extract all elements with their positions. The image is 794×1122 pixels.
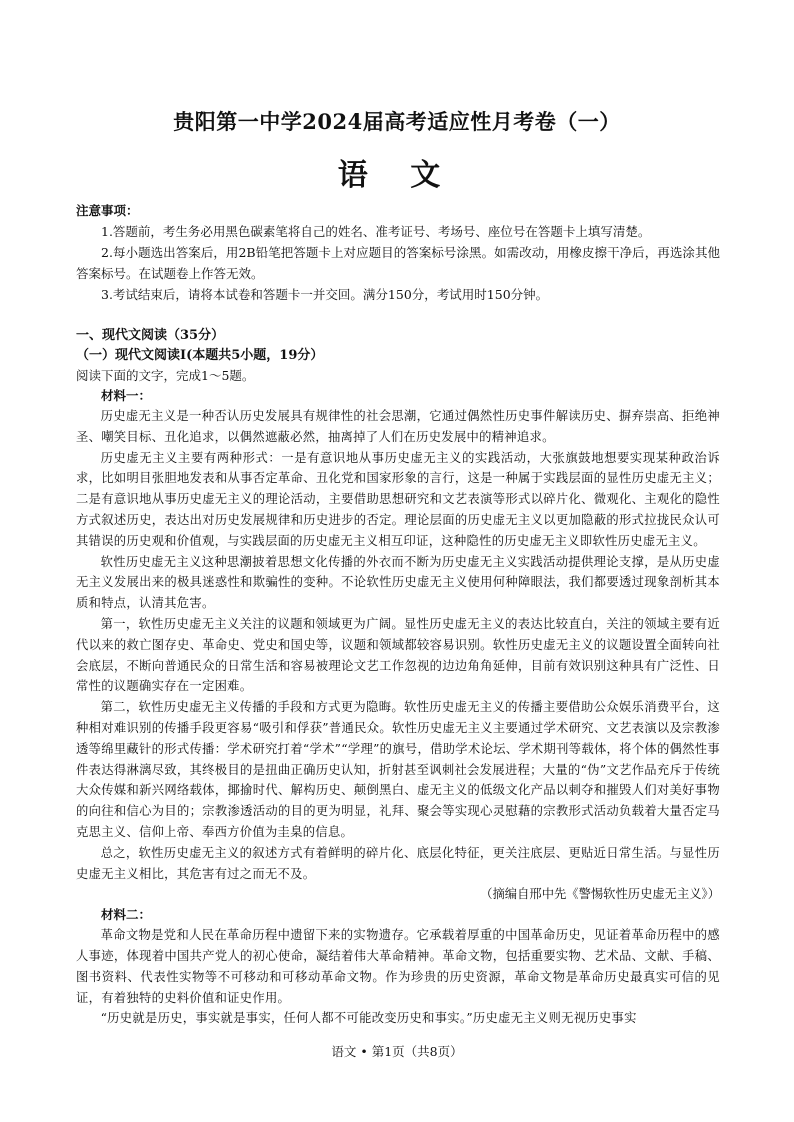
reading-instruction: 阅读下面的文字，完成1～5题。 [76, 368, 255, 383]
paragraph: 总之，软性历史虚无主义的叙述方式有着鲜明的碎片化、底层化特征，更关注底层、更贴近日常生活。与显性历史虚无主义相比，其危害有过之而无不及。 [76, 845, 720, 881]
paragraph: 第一，软性历史虚无主义关注的议题和领域更为广阔。显性历史虚无主义的表达比较直白，关注的领域主要有近代以来的救亡图存史、革命史、党史和国史等，议题和领域都较容易识别。软性历史虚无主义的议题设置全面转向社会底层，不断向普通民众的日常生活和容易被理论文艺工作忽视的边边角角延伸，目前有效识别这种具有广泛性、日常性的议题确实存在一定困难。 [76, 616, 720, 694]
paragraph: 革命文物是党和人民在革命历程中遗留下来的实物遗存。它承载着厚重的中国革命历史，见证着革命历程中的感人事迹，体现着中国共产党人的初心使命，凝结着伟大革命精神。革命文物，包括重要实物、艺术品、文献、手稿、图书资料、代表性实物等不可移动和可移动革命文物。作为珍贵的历史资源，革命文物是革命历史最真实可信的见证，有着独特的史料价值和证史作用。 [76, 928, 720, 1005]
paragraph: 软性历史虚无主义这种思潮披着思想文化传播的外衣而不断为历史虚无主义实践活动提供理论支撑，是从历史虚无主义发展出来的极具迷惑性和欺骗性的变种。不论软性历史虚无主义使用何种障眼法，我们都要透过现象剖析其本质和特点，认清其危害。 [76, 554, 720, 611]
material-one-source: （摘编自邢中先《警惕软性历史虚无主义》） [480, 887, 720, 902]
notice-item: 3.考试结束后，请将本试卷和答题卡一并交回。满分150分，考试用时150分钟。 [101, 287, 549, 302]
sub-section-heading: （一）现代文阅读Ⅰ(本题共5小题，19分） [76, 348, 324, 363]
section-heading: 一、现代文阅读（35分） [76, 328, 225, 343]
paragraph: 第二，软性历史虚无主义传播的手段和方式更为隐晦。软性历史虚无主义的传播主要借助公众娱乐消费平台，这种相对难识别的传播手段更容易“吸引和俘获”普通民众。软性历史虚无主义主要通过学术研究、文艺表演以及宗教渗透等绵里藏针的形式传播：学术研究打着“学术”“学理”的旗号，借助学术论坛、学术期刊等载体，将个体的偶然性事件表达得淋漓尽致，其终极目的是扭曲正确历史认知，折射甚至讽刺社会发展进程；大量的“伪”文艺作品充斥于传统大众传媒和新兴网络载体，揶揄时代、解构历史、颠倒黑白、虚无主义的低级文化产品以刺夺和摧毁人们对美好事物的向往和信心为目的；宗教渗透活动的目的更为明显，礼拜、聚会等实现心灵慰藉的宗教形式活动负载着大量否定马克思主义、信仰上帝、奉西方价值为圭臬的信息。 [76, 700, 720, 839]
material-one-text [76, 406, 720, 884]
material-one-label: 材料一： [101, 388, 152, 403]
paragraph: 历史虚无主义是一种否认历史发展具有规律性的社会思潮，它通过偶然性历史事件解读历史、摒弃崇高、拒绝神圣、嘲笑目标、丑化追求，以偶然遮蔽必然，抽离掉了人们在历史发展中的精神追求。 [76, 409, 720, 444]
notice-section [76, 200, 720, 305]
notice-item: 1.答题前，考生务必用黑色碳素笔将自己的姓名、准考证号、考场号、座位号在答题卡上填写清楚。 [101, 224, 651, 239]
page-body [76, 200, 720, 1029]
paragraph: 历史虚无主义主要有两种形式：一是有意识地从事历史虚无主义的实践活动，大张旗鼓地想要实现某种政治诉求，比如明目张胆地发表和从事否定革命、丑化党和国家形象的言行，这是一种属于实践层面的显性历史虚无主义；二是有意识地从事历史虚无主义的理论活动，主要借助思想研究和文艺表演等形式以碎片化、微观化、主观化的隐性方式叙述历史，表达出对历史发展规律和历史进步的否定。理论层面的历史虚无主义以更加隐蔽的形式拉拢民众认可其错误的历史观和价值观，与实践层面的历史虚无主义相互印证，这种隐性的历史虚无主义即软性历史虚无主义。 [76, 450, 720, 548]
subject-title: 语 文 [337, 158, 457, 193]
notice-item: 2.每小题选出答案后，用2B铅笔把答题卡上对应题目的答案标号涂黑。如需改动，用橡皮擦干净后，再选涂其他答案标号。在试题卷上作答无效。 [76, 245, 720, 281]
page-footer: 语文 • 第1页（共8页） [331, 1044, 463, 1059]
material-two-label: 材料二： [101, 907, 152, 923]
exam-title: 贵阳第一中学2024届高考适应性月考卷（一） [173, 109, 621, 134]
notice-heading: 注意事项： [76, 203, 139, 218]
paragraph: “历史就是历史，事实就是事实，任何人都不可能改变历史和事实。”历史虚无主义则无视历史事实 [100, 1011, 637, 1026]
material-two-text [76, 925, 720, 1029]
